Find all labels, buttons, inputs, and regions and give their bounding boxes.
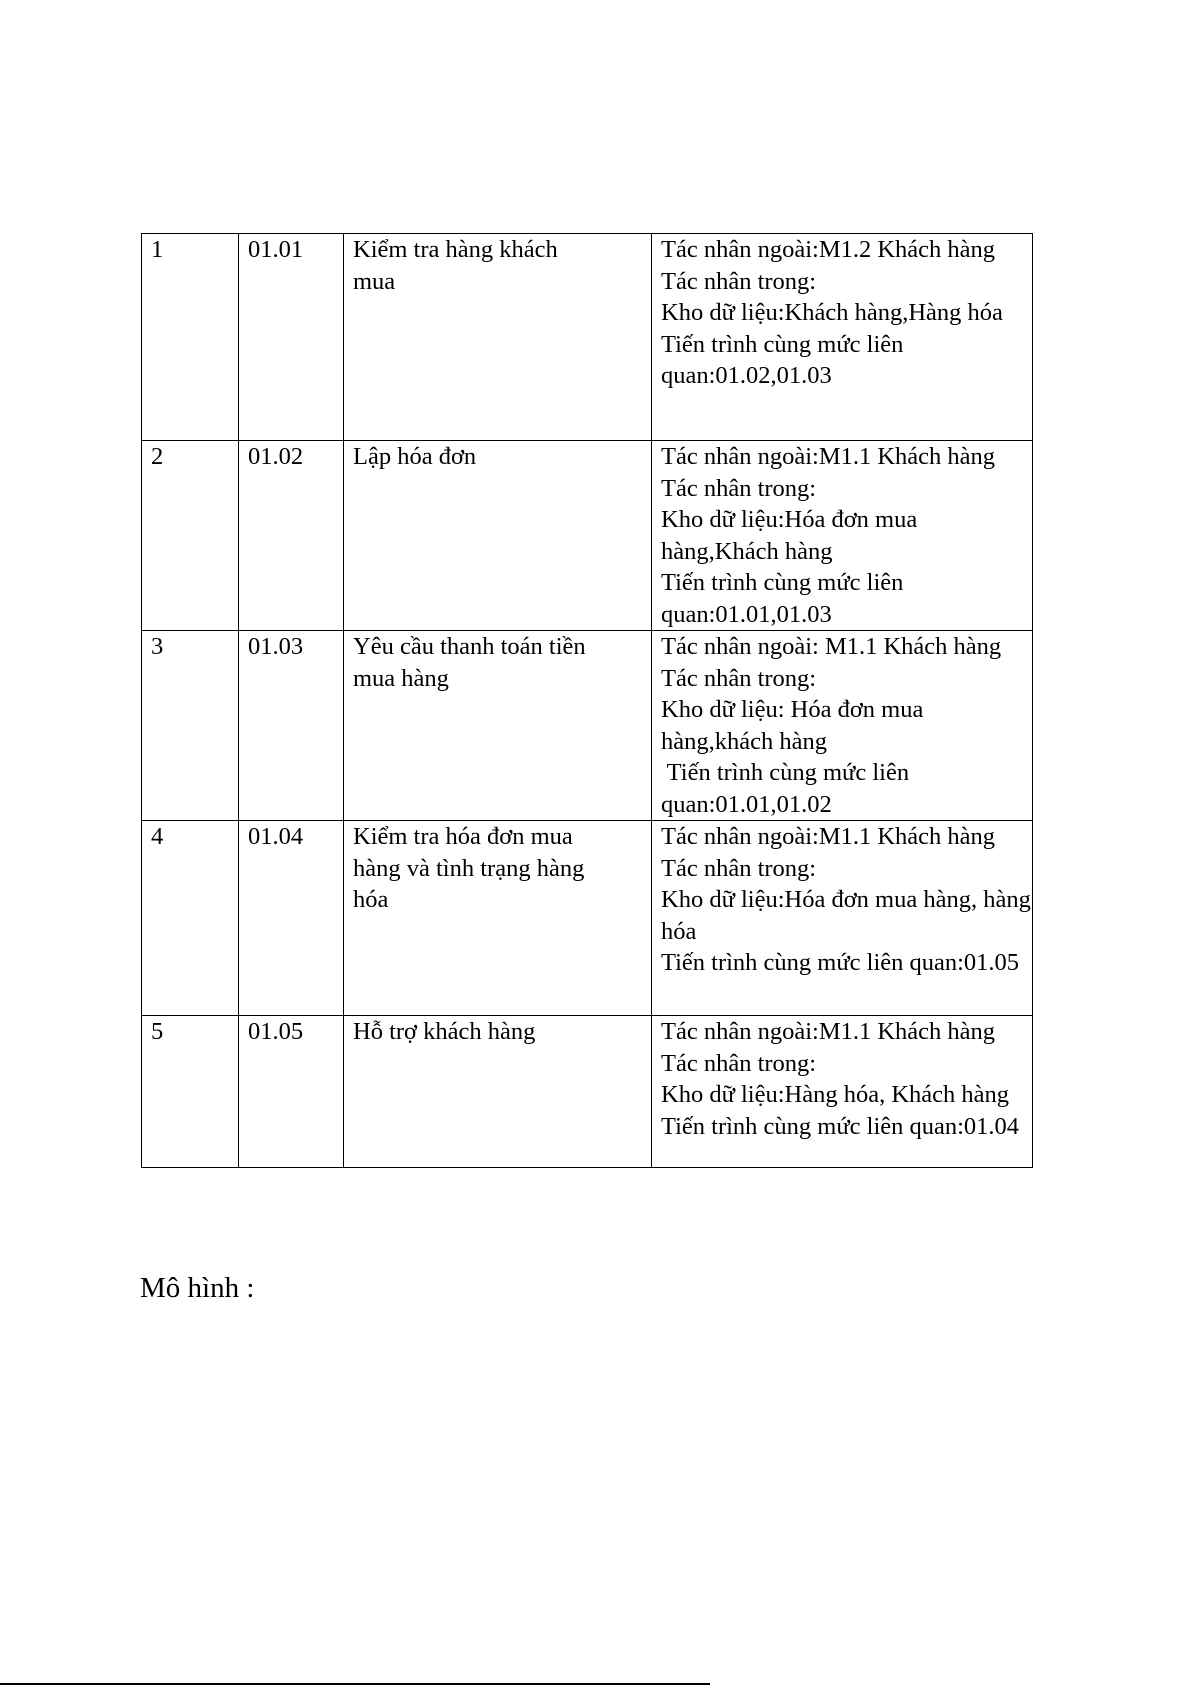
- process-name-cell: [344, 234, 652, 441]
- description-line: Tác nhân ngoài:M1.1 Khách hàng: [661, 1018, 996, 1045]
- row-number-cell: [142, 234, 239, 441]
- description-line: Tiến trình cùng mức liên: [661, 569, 904, 596]
- process-description-cell: [652, 821, 1033, 1016]
- process-name-line: hàng và tình trạng hàng: [353, 854, 585, 882]
- row-number: 4: [151, 823, 164, 850]
- description-line: Tiến trình cùng mức liên: [661, 759, 910, 786]
- process-description-cell: [652, 1016, 1033, 1168]
- description-line: Kho dữ liệu:Hàng hóa, Khách hàng: [661, 1081, 1010, 1108]
- description-line: hàng,khách hàng: [661, 727, 827, 755]
- row-number-cell: [142, 821, 239, 1016]
- process-table: [141, 233, 1033, 1168]
- description-line: quan:01.01,01.02: [661, 790, 832, 818]
- process-name-cell: [344, 821, 652, 1016]
- description-line: Tác nhân ngoài:M1.2 Khách hàng: [661, 236, 996, 263]
- process-name-line: mua: [353, 267, 396, 295]
- process-name-line: Yêu cầu thanh toán tiền: [353, 633, 586, 660]
- description-line: Tiến trình cùng mức liên quan:01.04: [661, 1112, 1020, 1140]
- process-code-cell: [239, 234, 344, 441]
- description-line: Kho dữ liệu:Hóa đơn mua hàng, hàng: [661, 886, 1031, 913]
- row-number-cell: [142, 1016, 239, 1168]
- process-code: 01.03: [248, 633, 304, 660]
- description-line: hóa: [661, 917, 697, 945]
- description-line: Kho dữ liệu:Hóa đơn mua: [661, 506, 918, 533]
- process-code-cell: [239, 821, 344, 1016]
- description-line: Kho dữ liệu:Khách hàng,Hàng hóa: [661, 299, 1003, 326]
- process-name-line: Lập hóa đơn: [353, 443, 477, 470]
- process-code-cell: [239, 441, 344, 631]
- table-row: [142, 441, 1033, 631]
- process-code: 01.01: [248, 236, 304, 263]
- process-description-cell: [652, 234, 1033, 441]
- description-line: quan:01.02,01.03: [661, 362, 832, 389]
- process-code-cell: [239, 631, 344, 821]
- description-line: Tác nhân ngoài:M1.1 Khách hàng: [661, 823, 996, 850]
- process-description-cell: [652, 631, 1033, 821]
- description-line: Kho dữ liệu: Hóa đơn mua: [661, 696, 924, 723]
- table-row: [142, 234, 1033, 441]
- description-line: quan:01.01,01.03: [661, 600, 832, 628]
- description-line: Tác nhân trong:: [661, 664, 817, 692]
- row-number: 3: [151, 633, 164, 660]
- process-code: 01.05: [248, 1018, 304, 1045]
- description-line: Tác nhân trong:: [661, 474, 817, 502]
- process-name-cell: [344, 441, 652, 631]
- description-line: Tiến trình cùng mức liên: [661, 330, 904, 358]
- process-code: 01.04: [248, 823, 304, 850]
- process-name-cell: [344, 631, 652, 821]
- process-code-cell: [239, 1016, 344, 1168]
- description-line: Tác nhân trong:: [661, 267, 817, 295]
- row-number-cell: [142, 631, 239, 821]
- table-row: [142, 1016, 1033, 1168]
- row-number-cell: [142, 441, 239, 631]
- process-name-cell: [344, 1016, 652, 1168]
- description-line: hàng,Khách hàng: [661, 537, 833, 565]
- process-name-line: Kiểm tra hóa đơn mua: [353, 823, 573, 850]
- row-number: 5: [151, 1018, 164, 1045]
- row-number: 1: [151, 236, 164, 263]
- description-line: Tác nhân trong:: [661, 854, 817, 882]
- process-name-line: Kiểm tra hàng khách: [353, 236, 558, 263]
- table-row: [142, 821, 1033, 1016]
- description-line: Tác nhân ngoài: M1.1 Khách hàng: [661, 633, 1002, 660]
- row-number: 2: [151, 443, 164, 470]
- process-code: 01.02: [248, 443, 304, 470]
- process-name-line: mua hàng: [353, 664, 449, 692]
- process-description-cell: [652, 441, 1033, 631]
- table-row: [142, 631, 1033, 821]
- process-name-line: hóa: [353, 886, 389, 913]
- description-line: Tác nhân trong:: [661, 1049, 817, 1077]
- model-heading: Mô hình :: [140, 1272, 255, 1304]
- description-line: Tác nhân ngoài:M1.1 Khách hàng: [661, 443, 996, 470]
- description-line: Tiến trình cùng mức liên quan:01.05: [661, 949, 1020, 976]
- process-name-line: Hỗ trợ khách hàng: [353, 1018, 536, 1045]
